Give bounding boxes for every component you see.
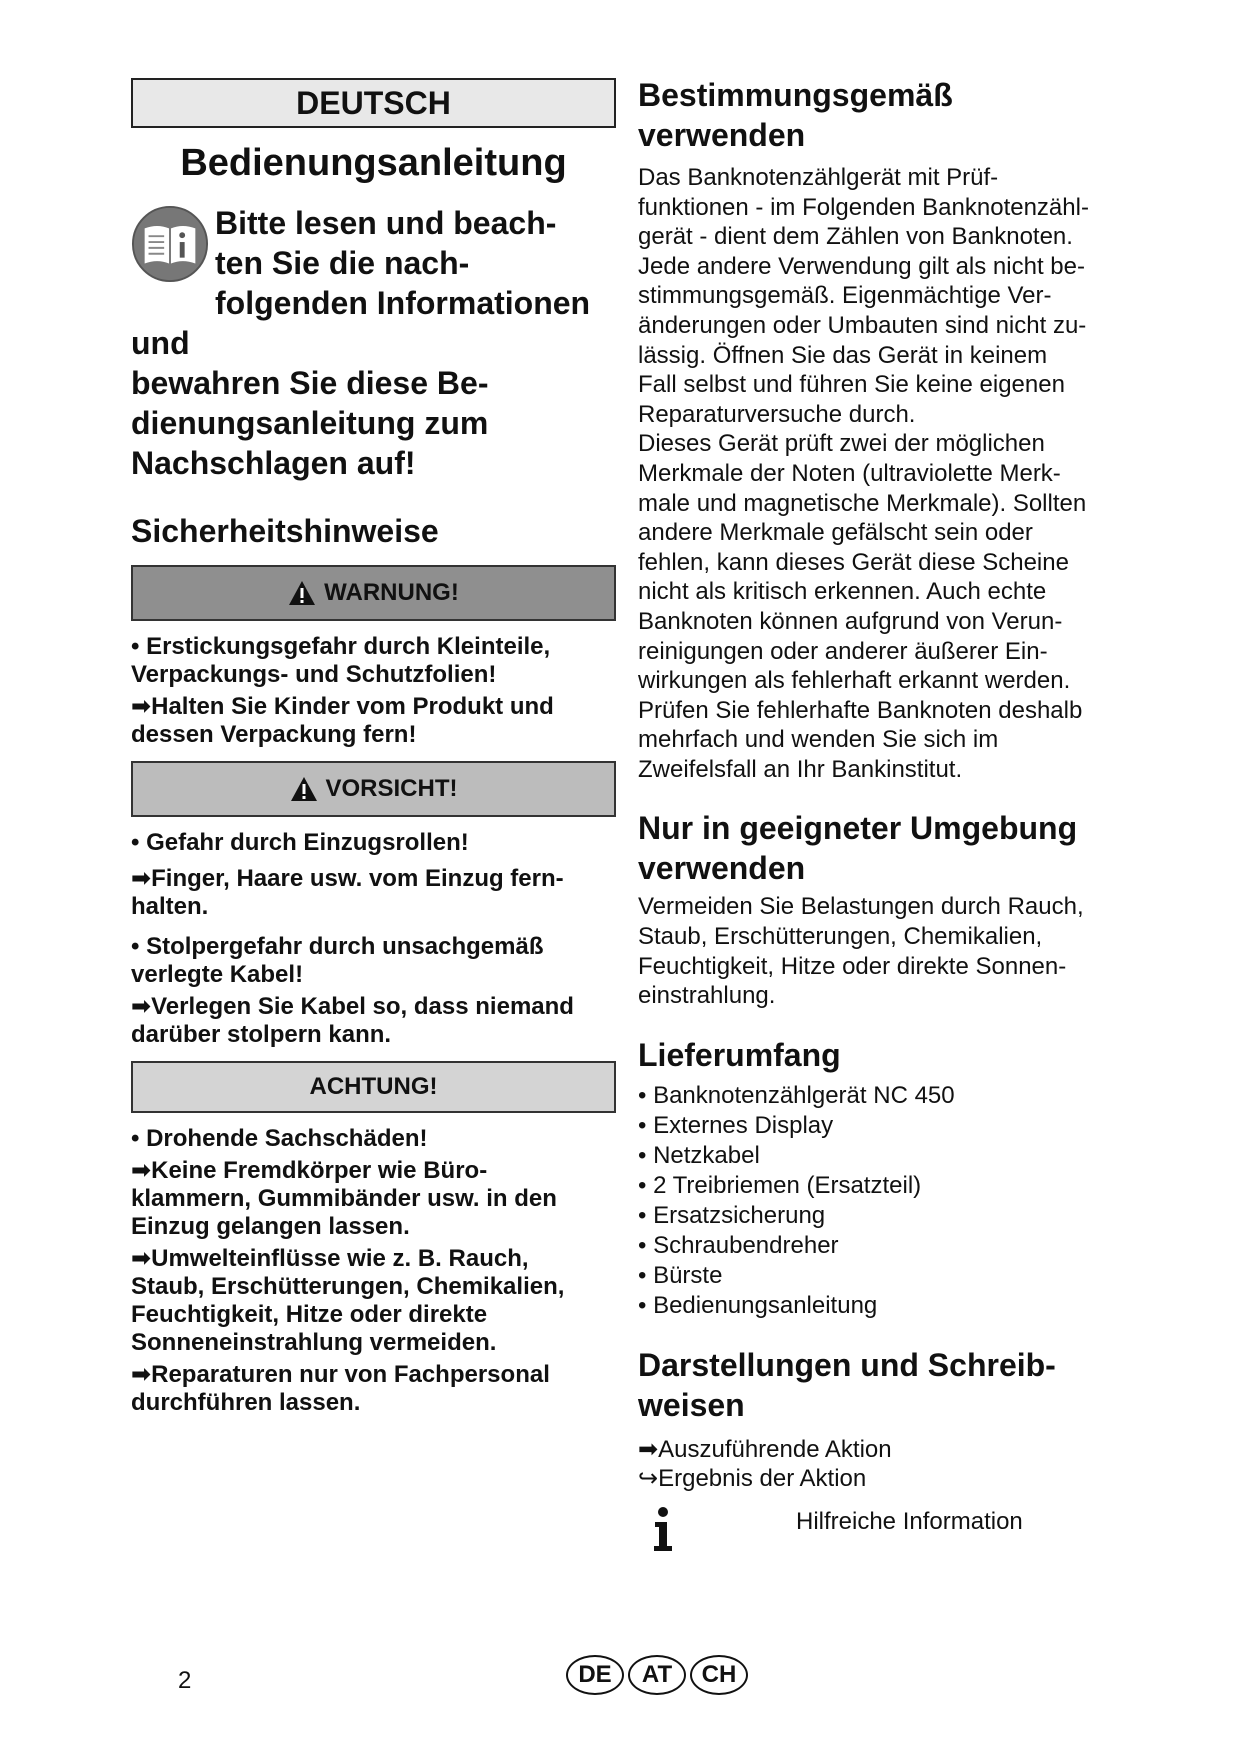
caution-item: • Stolpergefahr durch unsachgemäß verlegte Kabel! <box>131 933 544 988</box>
language-label: DEUTSCH <box>296 84 451 121</box>
caution-label: VORSICHT! <box>325 775 458 802</box>
document-title: Bedienungsanleitung <box>180 142 567 184</box>
list-item: • Externes Display <box>638 1111 834 1139</box>
notice-action: ➡Umwelteinflüsse wie z. B. Rauch, Staub, Erschütterungen, Chemikalien, Feuchtigkeit, Hitze oder direkte Sonneneinstrahlung vermeiden. <box>131 1245 565 1356</box>
action-convention: ➡Auszuführende Aktion <box>638 1435 892 1463</box>
caution-action: ➡Verlegen Sie Kabel so, dass niemand darüber stolpern kann. <box>131 993 574 1048</box>
safety-heading: Sicherheitshinweise <box>131 513 439 549</box>
list-item: • Netzkabel <box>638 1141 760 1169</box>
manual-book-icon <box>131 205 209 283</box>
warning-action: ➡Halten Sie Kinder vom Produkt und dessen Verpackung fern! <box>131 693 554 748</box>
list-item: • Banknotenzählgerät NC 450 <box>638 1081 955 1109</box>
warning-triangle-icon <box>288 580 316 606</box>
country-badge-at: AT <box>628 1655 686 1695</box>
environment-heading: Nur in geeigneter Umgebung verwenden <box>638 810 1078 887</box>
notice-action: ➡Reparaturen nur von Fachpersonal durchführen lassen. <box>131 1361 550 1416</box>
notice-item: • Drohende Sachschäden! <box>131 1125 428 1152</box>
conventions-heading: Darstellungen und Schreib- weisen <box>638 1346 1056 1423</box>
country-badge-de: DE <box>566 1655 624 1695</box>
caution-banner <box>131 761 616 817</box>
list-item: • Bürste <box>638 1261 723 1289</box>
notice-label: ACHTUNG! <box>309 1073 438 1100</box>
list-item: • Ersatzsicherung <box>638 1201 826 1229</box>
page-number: 2 <box>178 1667 192 1694</box>
left-column <box>131 75 616 1417</box>
caution-action: ➡Finger, Haare usw. vom Einzug fern- halten. <box>131 865 564 920</box>
warning-banner <box>131 565 616 621</box>
info-text: Hilfreiche Information <box>796 1508 1023 1536</box>
intended-use-text: Das Banknotenzählgerät mit Prüf- funktionen - im Folgenden Banknotenzähl- gerät - dient dem Zählen von Banknoten. Jede andere Verwendung gilt als nicht be- stimmungsgemäß. Eigenmächtige Ver- änderungen oder Umbauten sind nicht zu- lässig. Öffnen Sie das Gerät in keinem Fall selbst und führen Sie keine eigenen Reparaturversuche durch. Dieses Gerät prüft zwei der möglichen Merkmale der Noten (ultraviolette Merk- male und magnetische Merkmale). Sollten andere Merkmale gefälscht sein oder fehlen, kann dieses Gerät diese Scheine nicht als kritisch erkennen. Auch echte Banknoten können aufgrund von Verun- reinigungen oder anderer äußerer Ein- wirkungen als fehlerhaft erkannt werden. Prüfen Sie fehlerhafte Banknoten deshalb mehrfach und wenden Sie sich im Zweifelsfall an Ihr Bankinstitut. <box>638 164 1089 783</box>
scope-of-delivery-heading: Lieferumfang <box>638 1036 841 1073</box>
warning-triangle-icon <box>290 776 318 802</box>
list-item: • 2 Treibriemen (Ersatzteil) <box>638 1171 922 1199</box>
country-badges <box>566 1655 748 1695</box>
caution-item: • Gefahr durch Einzugsrollen! <box>131 829 469 856</box>
country-badge-ch: CH <box>690 1655 748 1695</box>
info-icon <box>638 1504 688 1554</box>
notice-action: ➡Keine Fremdkörper wie Büro- klammern, Gummibänder usw. in den Einzug gelangen lassen. <box>131 1157 557 1240</box>
right-column <box>638 75 1128 1554</box>
list-item: • Bedienungsanleitung <box>638 1291 878 1319</box>
environment-text: Vermeiden Sie Belastungen durch Rauch, Staub, Erschütterungen, Chemikalien, Feuchtigkeit, Hitze oder direkte Sonnen- einstrahlung. <box>638 893 1084 1010</box>
info-convention <box>638 1504 1128 1554</box>
notice-banner <box>131 1061 616 1113</box>
warning-label: WARNUNG! <box>324 579 459 606</box>
warning-item: • Erstickungsgefahr durch Kleinteile, Verpackungs- und Schutzfolien! <box>131 633 551 688</box>
language-banner <box>131 78 616 128</box>
result-convention: ↪Ergebnis der Aktion <box>638 1465 867 1493</box>
intended-use-heading: Bestimmungsgemäß verwenden <box>638 77 953 153</box>
list-item: • Schraubendreher <box>638 1231 839 1259</box>
scope-of-delivery-list <box>638 1081 1128 1321</box>
intro-notice: Bitte lesen und beach- ten Sie die nach- folgenden Informationen und bewahren Sie diese Be- dienungsanleitung zum Nachschlagen auf! <box>131 205 591 481</box>
